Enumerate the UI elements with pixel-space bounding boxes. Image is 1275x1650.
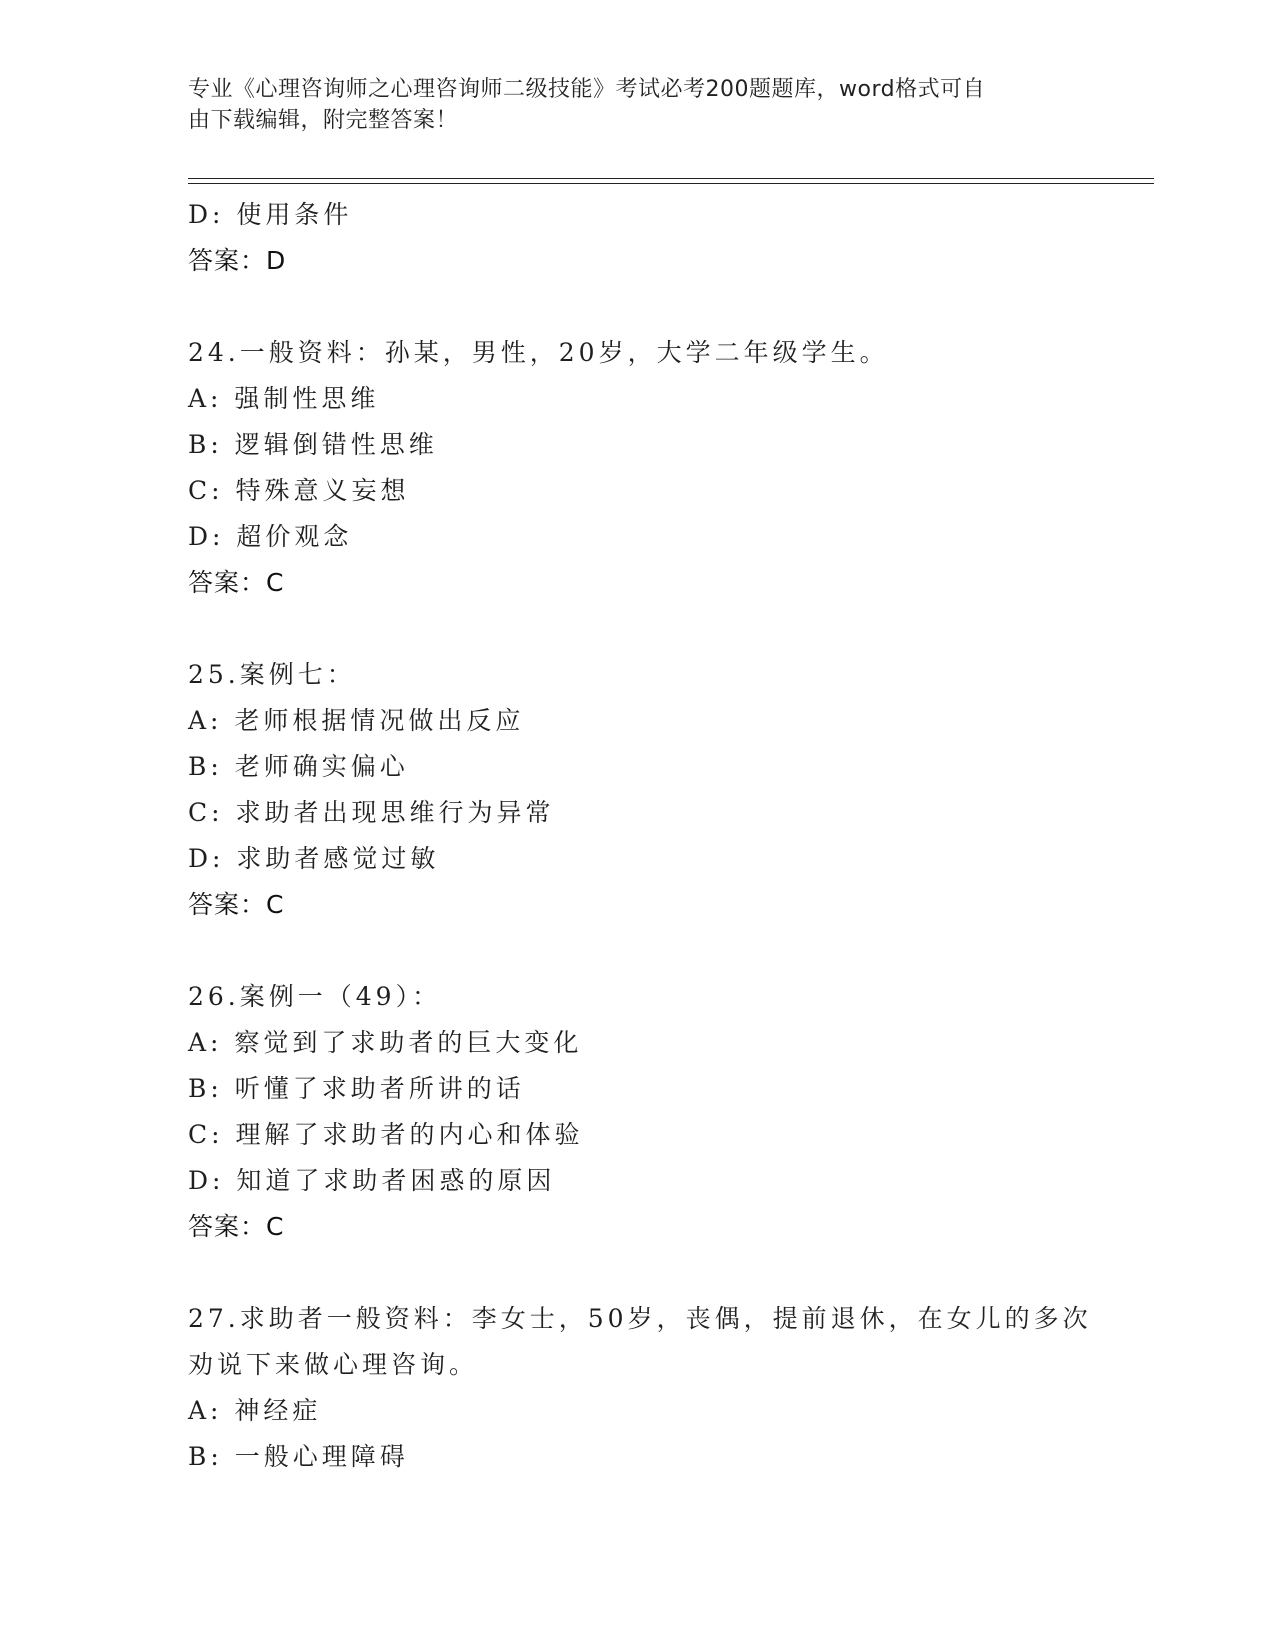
option-d-q24: D: 超价观念 — [188, 522, 353, 551]
question-27-stem-line-2: 劝说下来做心理咨询。 — [188, 1350, 479, 1379]
option-a-q26: A: 察觉到了求助者的巨大变化 — [188, 1028, 583, 1057]
option-d-q23: D: 使用条件 — [188, 200, 353, 229]
option-a-q24: A: 强制性思维 — [188, 384, 380, 413]
spacer — [188, 606, 1154, 652]
question-24-stem: 24.一般资料：孙某，男性，20岁，大学二年级学生。 — [188, 338, 889, 367]
answer-q24: 答案：C — [188, 568, 285, 597]
question-27-stem-line-1: 27.求助者一般资料：李女士，50岁，丧偶，提前退休，在女儿的多次 — [188, 1304, 1092, 1333]
spacer — [188, 284, 1154, 330]
spacer — [188, 928, 1154, 974]
option-c-q24: C: 特殊意义妄想 — [188, 476, 410, 505]
option-d-q25: D: 求助者感觉过敏 — [188, 844, 440, 873]
answer-q25: 答案：C — [188, 890, 285, 919]
option-a-q27: A: 神经症 — [188, 1396, 322, 1425]
header-line-2: 由下载编辑，附完整答案！ — [188, 108, 459, 133]
option-c-q25: C: 求助者出现思维行为异常 — [188, 798, 555, 827]
answer-q23: 答案：D — [188, 246, 287, 275]
option-d-q26: D: 知道了求助者困惑的原因 — [188, 1166, 556, 1195]
header-line-1: 专业《心理咨询师之心理咨询师二级技能》考试必考200题题库，word格式可自 — [188, 77, 986, 102]
option-b-q24: B: 逻辑倒错性思维 — [188, 430, 438, 459]
option-a-q25: A: 老师根据情况做出反应 — [188, 706, 525, 735]
header-divider-top — [188, 178, 1154, 179]
option-b-q26: B: 听懂了求助者所讲的话 — [188, 1074, 525, 1103]
header-divider-bottom — [188, 183, 1154, 184]
option-c-q26: C: 理解了求助者的内心和体验 — [188, 1120, 584, 1149]
option-b-q25: B: 老师确实偏心 — [188, 752, 409, 781]
document-header — [188, 74, 1088, 136]
question-25-stem: 25.案例七： — [188, 660, 356, 689]
question-26-stem: 26.案例一（49）： — [188, 982, 442, 1011]
option-b-q27: B: 一般心理障碍 — [188, 1442, 409, 1471]
spacer — [188, 1250, 1154, 1296]
answer-q26: 答案：C — [188, 1212, 285, 1241]
question-content — [188, 192, 1154, 1480]
